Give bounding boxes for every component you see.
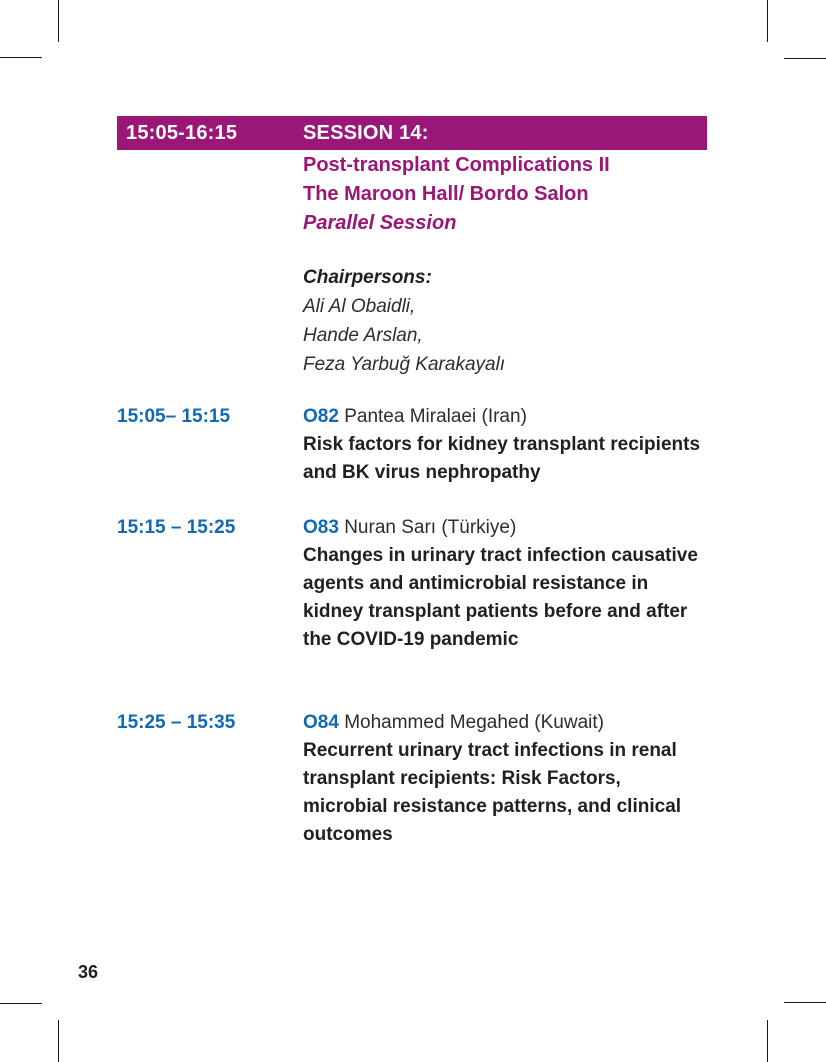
entry-title: Risk factors for kidney transplant recipients and BK virus nephropathy xyxy=(303,434,701,483)
crop-mark-top-right-vertical xyxy=(767,0,768,42)
entry-body xyxy=(303,709,703,849)
session-number-label: SESSION 14: xyxy=(303,121,429,144)
entry-body xyxy=(303,514,703,654)
chairpersons-block xyxy=(303,263,713,379)
abstract-code: O84 xyxy=(303,712,339,733)
abstract-code: O82 xyxy=(303,406,339,427)
session-type: Parallel Session xyxy=(303,212,457,234)
crop-mark-bottom-right-vertical xyxy=(767,1020,768,1062)
crop-mark-bottom-left-vertical xyxy=(58,1020,59,1062)
page-number: 36 xyxy=(78,962,99,982)
chairpersons-label: Chairpersons: xyxy=(303,267,432,288)
entry-time: 15:15 – 15:25 xyxy=(117,517,236,538)
entry-time: 15:05– 15:15 xyxy=(117,406,231,427)
program-entry xyxy=(117,709,709,849)
session-title: Post-transplant Complications II xyxy=(303,154,610,176)
chairperson-name: Hande Arslan, xyxy=(303,325,423,346)
crop-mark-top-right-horizontal xyxy=(784,58,826,59)
entry-title: Changes in urinary tract infection causative agents and antimicrobial resistance in kidney transplant patients before and after the COVID-19 pandemic xyxy=(303,545,698,650)
chairperson-name: Feza Yarbuğ Karakayalı xyxy=(303,354,506,375)
abstract-code: O83 xyxy=(303,517,339,538)
program-entry xyxy=(117,514,709,654)
entry-speaker: Nuran Sarı (Türkiye) xyxy=(344,517,517,538)
crop-mark-bottom-right-horizontal xyxy=(784,1002,826,1003)
entry-speaker: Pantea Miralaei (Iran) xyxy=(344,406,527,427)
chairperson-name: Ali Al Obaidli, xyxy=(303,296,416,317)
session-info-block xyxy=(303,151,713,238)
entry-speaker: Mohammed Megahed (Kuwait) xyxy=(344,712,604,733)
crop-mark-top-left-vertical xyxy=(58,0,59,42)
entry-time: 15:25 – 15:35 xyxy=(117,712,236,733)
session-header-bar xyxy=(117,116,707,150)
program-entry xyxy=(117,403,709,487)
session-time-range: 15:05-16:15 xyxy=(126,121,238,144)
session-hall: The Maroon Hall/ Bordo Salon xyxy=(303,183,589,205)
crop-mark-bottom-left-horizontal xyxy=(0,1003,42,1004)
entry-body xyxy=(303,403,703,487)
crop-mark-top-left-horizontal xyxy=(0,57,42,58)
entry-title: Recurrent urinary tract infections in renal transplant recipients: Risk Factors, microbial resistance patterns, and clinical outcomes xyxy=(303,740,682,845)
